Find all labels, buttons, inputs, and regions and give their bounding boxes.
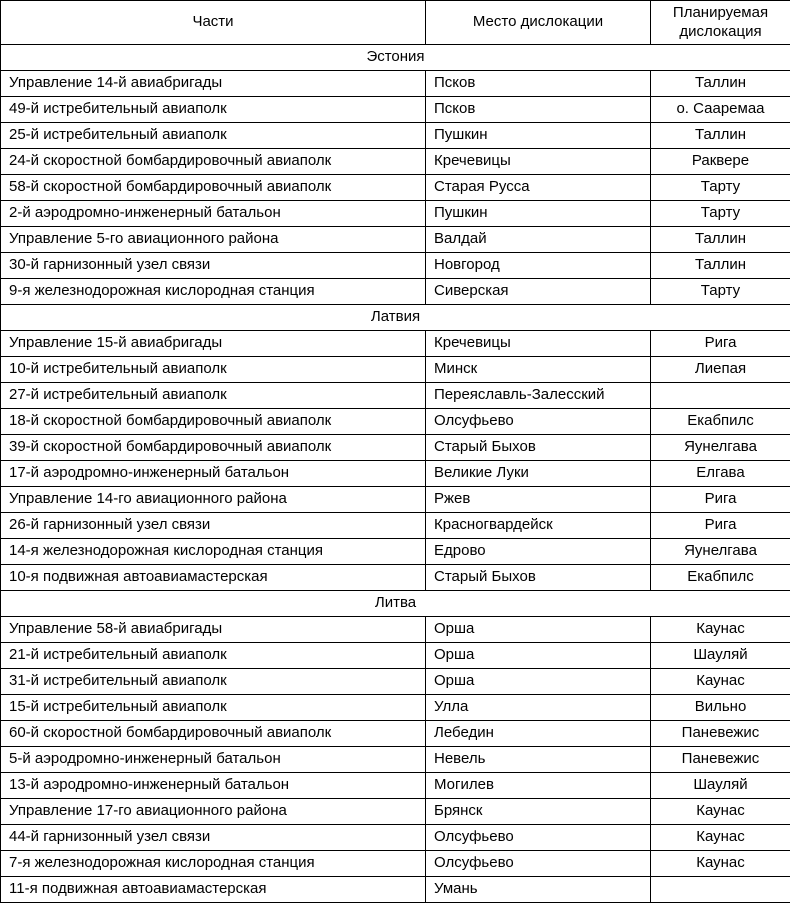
location-cell: Кречевицы [426, 149, 651, 175]
unit-cell: 24-й скоростной бомбардировочный авиаполк [1, 149, 426, 175]
unit-cell: Управление 14-го авиационного района [1, 487, 426, 513]
location-cell: Невель [426, 747, 651, 773]
table-row [1, 409, 790, 435]
table-row [1, 383, 790, 409]
location-cell: Орша [426, 617, 651, 643]
table-row [1, 669, 790, 695]
location-cell: Орша [426, 643, 651, 669]
unit-cell: 17-й аэродромно-инженерный батальон [1, 461, 426, 487]
location-cell: Псков [426, 71, 651, 97]
table-row [1, 721, 790, 747]
planned-location-cell: Таллин [651, 227, 790, 253]
unit-cell: 27-й истребительный авиаполк [1, 383, 426, 409]
planned-location-cell: Рига [651, 513, 790, 539]
planned-location-cell: Шауляй [651, 773, 790, 799]
table-row [1, 643, 790, 669]
header-row [1, 1, 790, 45]
unit-cell: 31-й истребительный авиаполк [1, 669, 426, 695]
section-title: Эстония [1, 45, 790, 71]
unit-cell: 9-я железнодорожная кислородная станция [1, 279, 426, 305]
planned-location-cell: о. Сааремаа [651, 97, 790, 123]
table-row [1, 461, 790, 487]
location-cell: Старый Быхов [426, 435, 651, 461]
table-row [1, 851, 790, 877]
column-header-units: Части [1, 1, 426, 45]
unit-cell: 13-й аэродромно-инженерный батальон [1, 773, 426, 799]
planned-location-cell: Яунелгава [651, 435, 790, 461]
planned-location-cell [651, 383, 790, 409]
planned-location-cell: Рига [651, 331, 790, 357]
table-row [1, 487, 790, 513]
location-cell: Олсуфьево [426, 409, 651, 435]
unit-cell: 25-й истребительный авиаполк [1, 123, 426, 149]
table-row [1, 773, 790, 799]
planned-location-cell: Тарту [651, 201, 790, 227]
table-row [1, 175, 790, 201]
planned-location-cell: Раквере [651, 149, 790, 175]
table-row [1, 201, 790, 227]
unit-cell: 2-й аэродромно-инженерный батальон [1, 201, 426, 227]
unit-cell: Управление 5-го авиационного района [1, 227, 426, 253]
table-row [1, 825, 790, 851]
table-row [1, 799, 790, 825]
table-row [1, 747, 790, 773]
location-cell: Переяславль-Залесский [426, 383, 651, 409]
table-row [1, 71, 790, 97]
table-row [1, 149, 790, 175]
location-cell: Минск [426, 357, 651, 383]
unit-cell: 44-й гарнизонный узел связи [1, 825, 426, 851]
planned-location-cell: Каунас [651, 617, 790, 643]
location-cell: Олсуфьево [426, 851, 651, 877]
unit-cell: 60-й скоростной бомбардировочный авиаполк [1, 721, 426, 747]
planned-location-cell: Тарту [651, 175, 790, 201]
unit-cell: 26-й гарнизонный узел связи [1, 513, 426, 539]
planned-location-cell [651, 877, 790, 903]
unit-cell: 30-й гарнизонный узел связи [1, 253, 426, 279]
planned-location-cell: Каунас [651, 799, 790, 825]
location-cell: Великие Луки [426, 461, 651, 487]
location-cell: Едрово [426, 539, 651, 565]
location-cell: Старая Русса [426, 175, 651, 201]
location-cell: Могилев [426, 773, 651, 799]
planned-location-cell: Вильно [651, 695, 790, 721]
location-cell: Пушкин [426, 123, 651, 149]
location-cell: Валдай [426, 227, 651, 253]
location-cell: Олсуфьево [426, 825, 651, 851]
unit-cell: 5-й аэродромно-инженерный батальон [1, 747, 426, 773]
planned-location-cell: Елгава [651, 461, 790, 487]
location-cell: Сиверская [426, 279, 651, 305]
planned-location-cell: Каунас [651, 825, 790, 851]
unit-cell: 15-й истребительный авиаполк [1, 695, 426, 721]
table-row [1, 513, 790, 539]
location-cell: Брянск [426, 799, 651, 825]
unit-cell: 21-й истребительный авиаполк [1, 643, 426, 669]
location-cell: Улла [426, 695, 651, 721]
planned-location-cell: Рига [651, 487, 790, 513]
unit-cell: 10-й истребительный авиаполк [1, 357, 426, 383]
planned-location-cell: Каунас [651, 851, 790, 877]
table-row [1, 695, 790, 721]
location-cell: Псков [426, 97, 651, 123]
planned-location-cell: Паневежис [651, 747, 790, 773]
unit-cell: Управление 14-й авиабригады [1, 71, 426, 97]
table-row [1, 227, 790, 253]
table-row [1, 565, 790, 591]
unit-cell: Управление 58-й авиабригады [1, 617, 426, 643]
table-row [1, 123, 790, 149]
planned-location-cell: Таллин [651, 123, 790, 149]
table-row [1, 97, 790, 123]
location-cell: Орша [426, 669, 651, 695]
location-cell: Новгород [426, 253, 651, 279]
table-row [1, 357, 790, 383]
unit-cell: Управление 15-й авиабригады [1, 331, 426, 357]
planned-location-cell: Екабпилс [651, 565, 790, 591]
section-row [1, 591, 790, 617]
planned-location-cell: Екабпилс [651, 409, 790, 435]
location-cell: Красногвардейск [426, 513, 651, 539]
location-cell: Кречевицы [426, 331, 651, 357]
table-row [1, 435, 790, 461]
planned-location-cell: Тарту [651, 279, 790, 305]
unit-cell: 10-я подвижная автоавиамастерская [1, 565, 426, 591]
location-cell: Пушкин [426, 201, 651, 227]
unit-cell: Управление 17-го авиационного района [1, 799, 426, 825]
unit-cell: 58-й скоростной бомбардировочный авиаполк [1, 175, 426, 201]
column-header-location: Место дислокации [426, 1, 651, 45]
unit-cell: 39-й скоростной бомбардировочный авиаполк [1, 435, 426, 461]
unit-cell: 7-я железнодорожная кислородная станция [1, 851, 426, 877]
planned-location-cell: Каунас [651, 669, 790, 695]
table-row [1, 877, 790, 903]
section-title: Литва [1, 591, 790, 617]
column-header-planned-location: Планируемая дислокация [651, 1, 790, 45]
section-title: Латвия [1, 305, 790, 331]
section-row [1, 305, 790, 331]
unit-cell: 18-й скоростной бомбардировочный авиаполк [1, 409, 426, 435]
table-row [1, 279, 790, 305]
planned-location-cell: Лиепая [651, 357, 790, 383]
unit-cell: 49-й истребительный авиаполк [1, 97, 426, 123]
location-cell: Старый Быхов [426, 565, 651, 591]
unit-cell: 11-я подвижная автоавиамастерская [1, 877, 426, 903]
planned-location-cell: Шауляй [651, 643, 790, 669]
location-cell: Умань [426, 877, 651, 903]
section-row [1, 45, 790, 71]
location-cell: Ржев [426, 487, 651, 513]
location-cell: Лебедин [426, 721, 651, 747]
planned-location-cell: Паневежис [651, 721, 790, 747]
table-row [1, 253, 790, 279]
unit-cell: 14-я железнодорожная кислородная станция [1, 539, 426, 565]
table-body [1, 45, 790, 903]
planned-location-cell: Таллин [651, 253, 790, 279]
table-row [1, 331, 790, 357]
table-row [1, 539, 790, 565]
planned-location-cell: Таллин [651, 71, 790, 97]
planned-location-cell: Яунелгава [651, 539, 790, 565]
table-row [1, 617, 790, 643]
